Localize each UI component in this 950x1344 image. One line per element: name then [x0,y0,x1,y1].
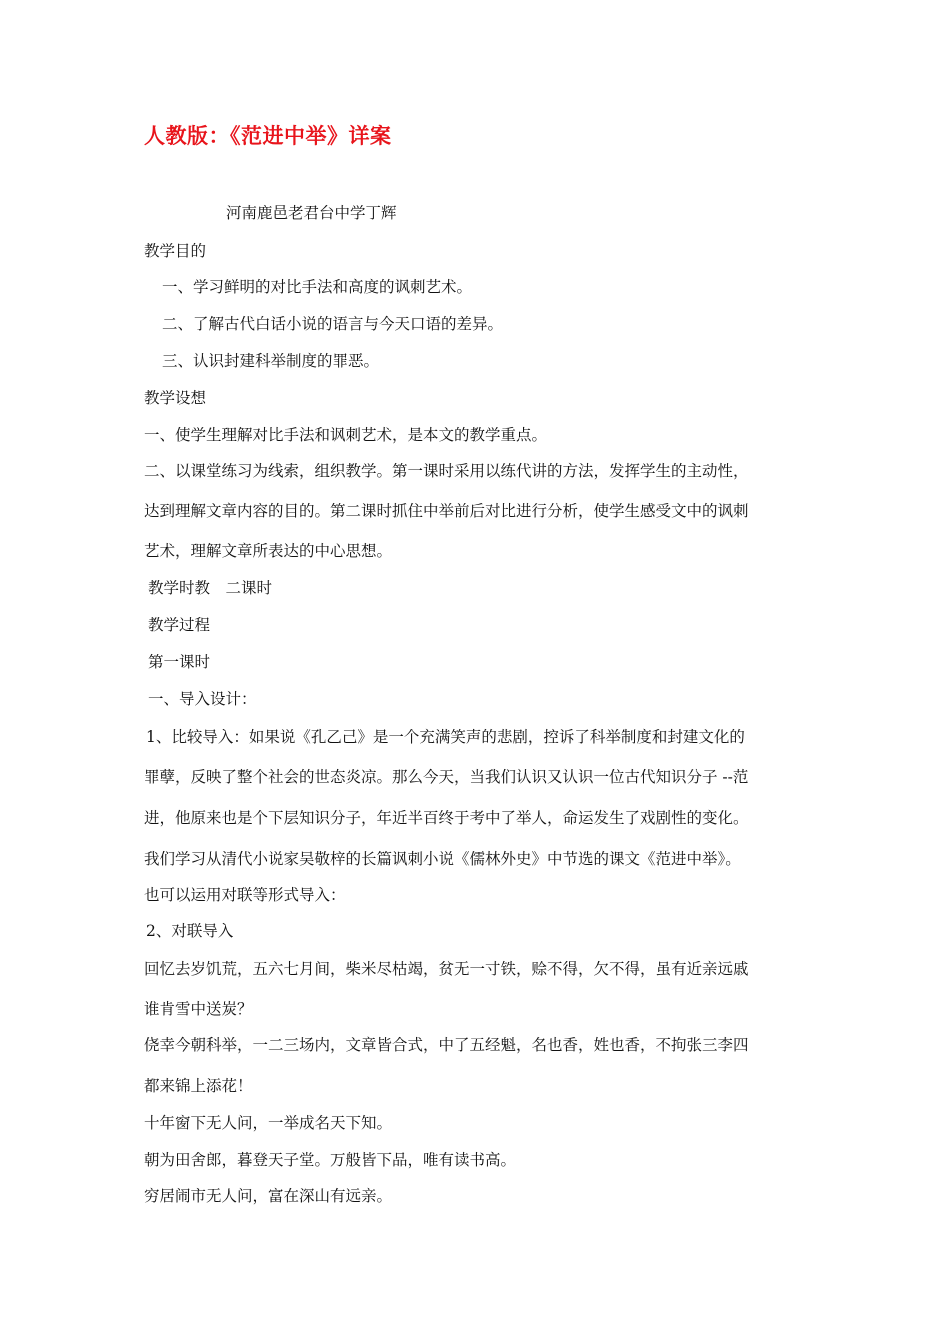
author-line: 河南鹿邑老君台中学丁辉 [226,204,397,222]
intro-1-line-3: 进，他原来也是个下层知识分子，年近半百终于考中了举人，命运发生了戏剧性的变化。 [144,809,749,827]
intro-design-heading: 一、导入设计： [148,690,257,708]
objective-item-3: 三、认识封建科举制度的罪恶。 [162,352,380,370]
intro-1-line-1: 1、比较导入：如果说《孔乙己》是一个充满笑声的悲剧，控诉了科举制度和封建文化的 [146,728,745,746]
couplet-1-line-1: 回忆去岁饥荒，五六七月间，柴米尽枯竭，贫无一寸铁，赊不得，欠不得，虽有近亲远戚 [144,960,749,978]
saying-3: 穷居闹市无人问，富在深山有远亲。 [144,1187,393,1205]
objective-item-2: 二、了解古代白话小说的语言与今天口语的差异。 [162,315,504,333]
intro-1-line-2: 罪孽，反映了整个社会的世态炎凉。那么今天，当我们认识又认识一位古代知识分子 --范 [144,768,749,786]
section-heading-objectives: 教学目的 [144,242,207,260]
couplet-1-line-2: 谁肯雪中送炭？ [144,1000,253,1018]
lesson-one-heading: 第一课时 [148,653,211,671]
intro-1-line-5: 也可以运用对联等形式导入： [144,886,346,904]
section-heading-process: 教学过程 [148,616,211,634]
design-item-2-line-2: 达到理解文章内容的目的。第二课时抓住中举前后对比进行分析，使学生感受文中的讽刺 [144,502,749,520]
design-item-2-line-1: 二、以课堂练习为线索，组织教学。第一课时采用以练代讲的方法，发挥学生的主动性， [144,462,749,480]
document-title: 人教版：《范进中举》详案 [144,123,392,148]
couplet-2-line-2: 都来锦上添花！ [144,1077,253,1095]
saying-1: 十年窗下无人问，一举成名天下知。 [144,1114,393,1132]
intro-2-heading: 2、对联导入 [146,922,234,940]
section-heading-design: 教学设想 [144,389,207,407]
objective-item-1: 一、学习鲜明的对比手法和高度的讽刺艺术。 [162,278,473,296]
teaching-hours: 教学时教 二课时 [148,579,273,597]
design-item-1: 一、使学生理解对比手法和讽刺艺术，是本文的教学重点。 [144,426,548,444]
saying-2: 朝为田舍郎，暮登天子堂。万般皆下品，唯有读书高。 [144,1151,517,1169]
design-item-2-line-3: 艺术，理解文章所表达的中心思想。 [144,542,393,560]
couplet-2-line-1: 侥幸今朝科举，一二三场内，文章皆合式，中了五经魁，名也香，姓也香，不拘张三李四 [144,1036,749,1054]
intro-1-line-4: 我们学习从清代小说家吴敬梓的长篇讽刺小说《儒林外史》中节选的课文《范进中举》。 [144,850,741,868]
